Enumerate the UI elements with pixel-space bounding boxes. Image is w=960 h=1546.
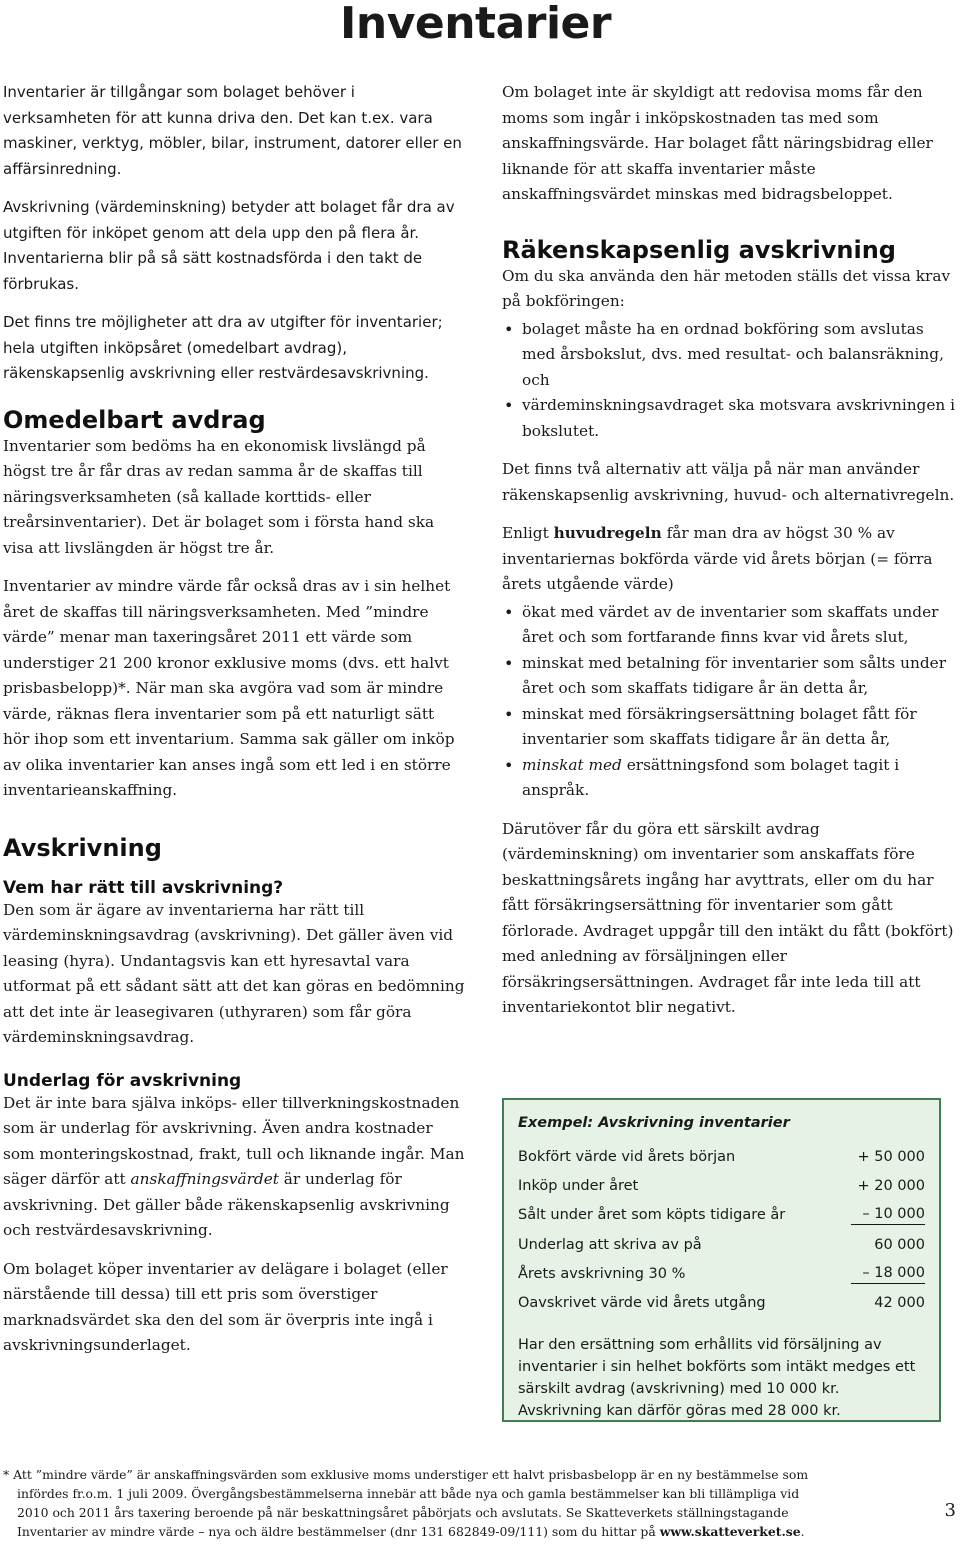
right-column <box>502 80 960 1034</box>
table-row <box>518 1201 925 1230</box>
footnote-line: * Att ”mindre värde” är anskaffningsvärden som exklusive moms understiger ett halvt prisbasbelopp är en ny bestämmelse som <box>3 1467 809 1482</box>
list-item: • värdeminskningsavdraget ska motsvara avskrivningen i bokslutet. <box>502 393 960 444</box>
row-label: Sålt under året som köpts tidigare år <box>518 1207 786 1224</box>
row-value: + 50 000 <box>857 1148 925 1165</box>
row-value: 42 000 <box>874 1295 925 1312</box>
footnote-line: Inventarier av mindre värde – nya och äldre bestämmelser (dnr 131 682849-09/111) som du hittar på www.skatteverket.se. <box>17 1524 805 1539</box>
heading-vem-har-ratt: Vem har rätt till avskrivning? <box>3 877 284 898</box>
page-number: 3 <box>944 1500 956 1521</box>
delagare-paragraph: Om bolaget köper inventarier av delägare i bolaget (eller närstående till dessa) till ett pris som överstiger marknadsvärdet ska den del som är överpris inte ingå i avskrivningsunderlaget. <box>3 1259 448 1354</box>
row-label: Oavskrivet värde vid årets utgång <box>518 1295 766 1312</box>
row-value: 60 000 <box>874 1236 925 1253</box>
list-item: • ökat med värdet av de inventarier som skaffats under året och som fortfarande finns kvar vid årets slut, <box>502 600 960 651</box>
three-options-paragraph: Det finns tre möjligheter att dra av utgifter för inventarier; hela utgiften inköpsåret (omedelbart avdrag), räkenskapsenlig avskrivning eller restvärdesavskrivning. <box>3 313 443 382</box>
heading-rakenskapsenlig: Räkenskapsenlig avskrivning <box>502 235 896 264</box>
avskrivning-definition-paragraph: Avskrivning (värdeminskning) betyder att bolaget får dra av utgiften för inköpet genom att dela upp den på flera år. Inventarierna blir på så sätt kostnadsförda i den takt de förbrukas. <box>3 198 455 293</box>
underlag-paragraph: Det är inte bara själva inköps- eller tillverkningskostnaden som är underlag för avskrivning. Även andra kostnader som monteringskostnad, frakt, tull och liknande ingår. Man säger därför att anskaffningsvärdet är underlag för avskrivning. Det gäller både räkenskapsenlig avskrivning och restvärdesavskrivning. <box>3 1093 465 1239</box>
table-row <box>518 1288 925 1317</box>
table-row <box>518 1259 925 1288</box>
row-label: Årets avskrivning 30 % <box>518 1265 686 1282</box>
intro-paragraph: Inventarier är tillgångar som bolaget behöver i verksamheten för att kunna driva den. Det kan t.ex. vara maskiner, verktyg, möbler, bilar, instrument, datorer eller en affärsinredning. <box>3 83 462 178</box>
footnote <box>3 1465 918 1541</box>
skatteverket-link[interactable]: www.skatteverket.se <box>659 1524 801 1539</box>
sarskilt-avdrag-paragraph: Därutöver får du göra ett särskilt avdrag (värdeminskning) om inventarier som anskaffats före beskattningsårets ingång har avyttrats, eller om du har fått försäkringsersättning för inventarier som gått förlorade. Avdraget uppgår till den intäkt du fått (bokfört) med anledning av försäljningen eller försäkringsersättningen. Avdraget får inte leda till att inventariekontot blir negativt. <box>502 819 954 1016</box>
row-value: + 20 000 <box>857 1177 925 1194</box>
footnote-line: infördes fr.o.m. 1 juli 2009. Övergångsbestämmelserna innebär att både nya och gamla bestämmelser kan bli tillämpliga vid <box>17 1486 800 1501</box>
heading-underlag: Underlag för avskrivning <box>3 1070 242 1091</box>
list-item: • bolaget måste ha en ordnad bokföring som avslutas med årsbokslut, dvs. med resultat- och balansräkning, och <box>502 317 960 394</box>
krav-list <box>502 317 960 445</box>
moms-paragraph: Om bolaget inte är skyldigt att redovisa moms får den moms som ingår i inköpskostnaden tas med som anskaffningsvärde. Har bolaget fått näringsbidrag eller liknande för att skaffa inventarier måste anskaffningsvärdet minskas med bidragsbeloppet. <box>502 83 933 203</box>
omedelbart-paragraph-1: Inventarier som bedöms ha en ekonomisk livslängd på högst tre år får dras av redan samma år de skaffas till näringsverksamheten (så kallade korttids- eller treårsinventarier). Det är bolaget som i första hand ska visa att livslängden är högst tre år. <box>3 436 435 557</box>
table-row <box>518 1142 925 1171</box>
row-label: Bokfört värde vid årets början <box>518 1148 736 1165</box>
vem-paragraph: Den som är ägare av inventarierna har rätt till värdeminskningsavdrag (avskrivning). Det gäller även vid leasing (hyra). Undantagsvis kan ett hyresavtal vara utformat på ett sådant sätt att det kan göras en bedömning att det inte är leasegivaren (uthyraren) som får göra värdeminskningsavdrag. <box>3 900 465 1046</box>
footnote-line: 2010 och 2011 års taxering beroende på när beskattningsåret påbörjats och avslutats. Se Skatteverkets ställningstagande <box>17 1505 789 1520</box>
huvudregeln-list <box>502 600 960 804</box>
page-title: Inventarier <box>340 0 612 49</box>
example-title: Exempel: Avskrivning inventarier <box>518 1115 790 1131</box>
row-value: – 18 000 <box>851 1264 925 1284</box>
omedelbart-paragraph-2: Inventarier av mindre värde får också dras av i sin helhet året de skaffas till näringsverksamheten. Med ”mindre värde” menar man taxeringsåret 2011 ett värde som understiger 21 200 kronor exklusive moms (dvs. ett halvt prisbasbelopp)*. När man ska avgöra vad som är mindre värde, räknas flera inventarier som på ett naturligt sätt hör ihop som ett inventarium. Samma sak gäller om inköp av olika inventarier kan anses ingå som ett led i en större inventarieanskaffning. <box>3 577 455 799</box>
list-item: • minskat med ersättningsfond som bolaget tagit i anspråk. <box>502 753 960 804</box>
alternativ-paragraph: Det finns två alternativ att välja på när man använder räkenskapsenlig avskrivning, huvud- och alternativregeln. <box>502 460 955 504</box>
row-label: Underlag att skriva av på <box>518 1236 702 1253</box>
huvudregeln-paragraph: Enligt huvudregeln får man dra av högst 30 % av inventariernas bokförda värde vid årets början (= förra årets utgående värde) <box>502 524 933 593</box>
row-value: – 10 000 <box>851 1205 925 1225</box>
example-note: Har den ersättning som erhållits vid försäljning av inventarier i sin helhet bokförts som intäkt medges ett särskilt avdrag (avskrivning) med 10 000 kr. Avskrivning kan därför göras med 28 000 kr. <box>518 1336 916 1419</box>
list-item: • minskat med försäkringsersättning bolaget fått för inventarier som skaffats tidigare år än detta år, <box>502 702 960 753</box>
list-item: • minskat med betalning för inventarier som sålts under året och som skaffats tidigare år än detta år, <box>502 651 960 702</box>
left-column <box>3 80 465 1372</box>
table-row <box>518 1171 925 1200</box>
table-row <box>518 1230 925 1259</box>
heading-avskrivning: Avskrivning <box>3 833 162 862</box>
example-box <box>502 1098 941 1422</box>
heading-omedelbart-avdrag: Omedelbart avdrag <box>3 405 266 434</box>
krav-paragraph: Om du ska använda den här metoden ställs det vissa krav på bokföringen: <box>502 266 951 310</box>
row-label: Inköp under året <box>518 1177 639 1194</box>
